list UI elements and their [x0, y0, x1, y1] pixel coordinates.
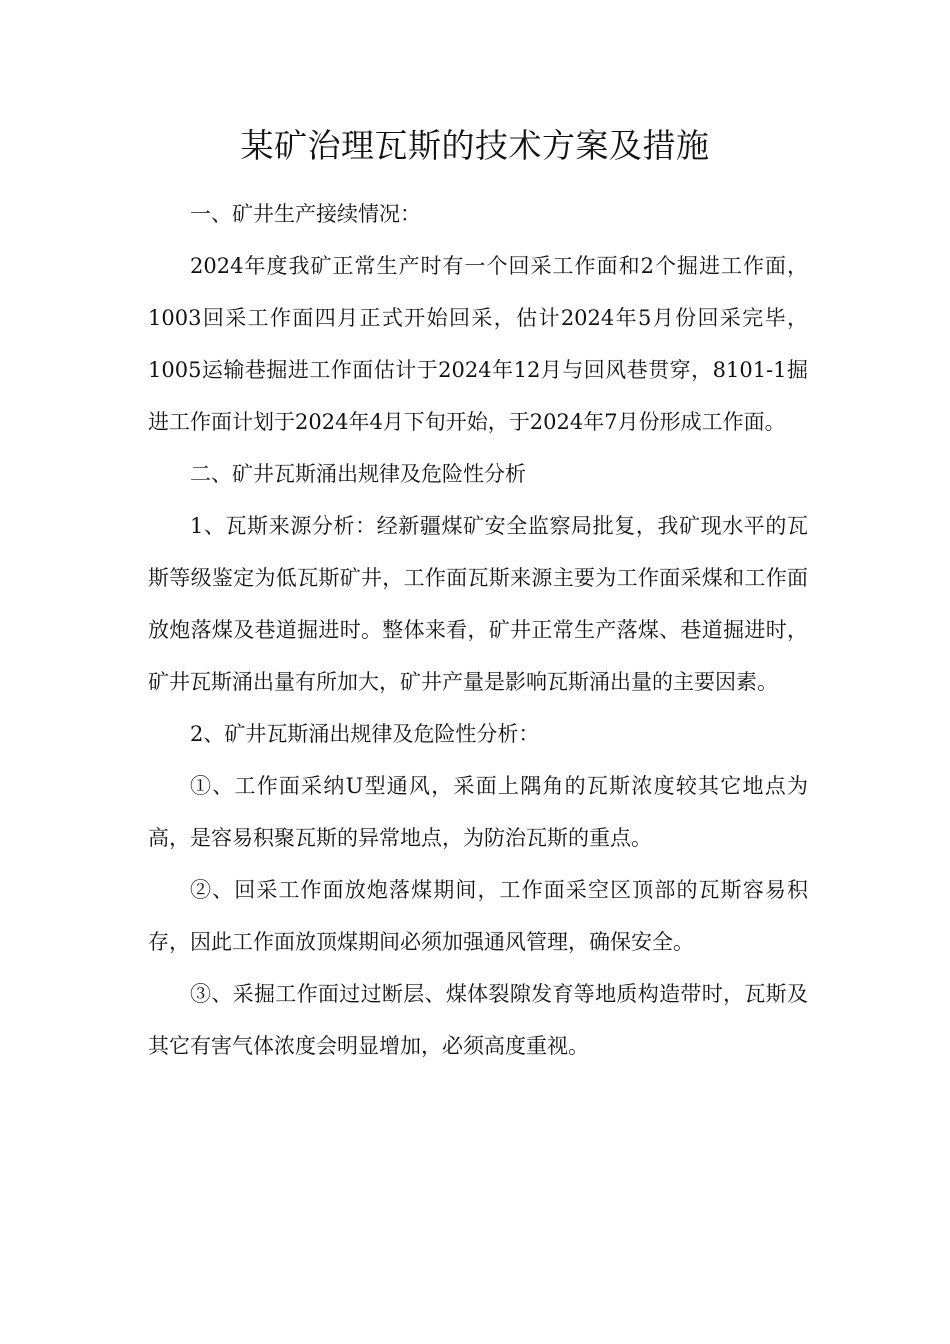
subsection-heading-2: 2、矿井瓦斯涌出规律及危险性分析：: [190, 722, 540, 746]
section-heading-1: 一、矿井生产接续情况：: [190, 202, 421, 226]
section-heading-2: 二、矿井瓦斯涌出规律及危险性分析: [190, 462, 526, 486]
paragraph-point-3: ③、采掘工作面过过断层、煤体裂隙发育等地质构造带时，瓦斯及其它有害气体浓度会明显增加，必须高度重视。: [148, 982, 808, 1058]
document-body: [148, 188, 808, 1072]
paragraph-point-1: ①、工作面采纳U型通风，采面上隅角的瓦斯浓度较其它地点为高，是容易积聚瓦斯的异常地点，为防治瓦斯的重点。: [148, 774, 808, 850]
paragraph-production: 2024年度我矿正常生产时有一个回采工作面和2个掘进工作面，1003回采工作面四月正式开始回采，估计2024年5月份回采完毕，1005运输巷掘进工作面估计于2024年12月与回风巷贯穿，8101-1掘进工作面计划于2024年4月下旬开始，于2024年7月份形成工作面。: [148, 254, 808, 434]
paragraph-point-2: ②、回采工作面放炮落煤期间，工作面采空区顶部的瓦斯容易积存，因此工作面放顶煤期间必须加强通风管理，确保安全。: [148, 878, 808, 954]
paragraph-gas-source: 1、瓦斯来源分析：经新疆煤矿安全监察局批复，我矿现水平的瓦斯等级鉴定为低瓦斯矿井，工作面瓦斯来源主要为工作面采煤和工作面放炮落煤及巷道掘进时。整体来看，矿井正常生产落煤、巷道掘进时，矿井瓦斯涌出量有所加大，矿井产量是影响瓦斯涌出量的主要因素。: [148, 514, 808, 694]
document-title: 某矿治理瓦斯的技术方案及措施: [240, 126, 710, 165]
